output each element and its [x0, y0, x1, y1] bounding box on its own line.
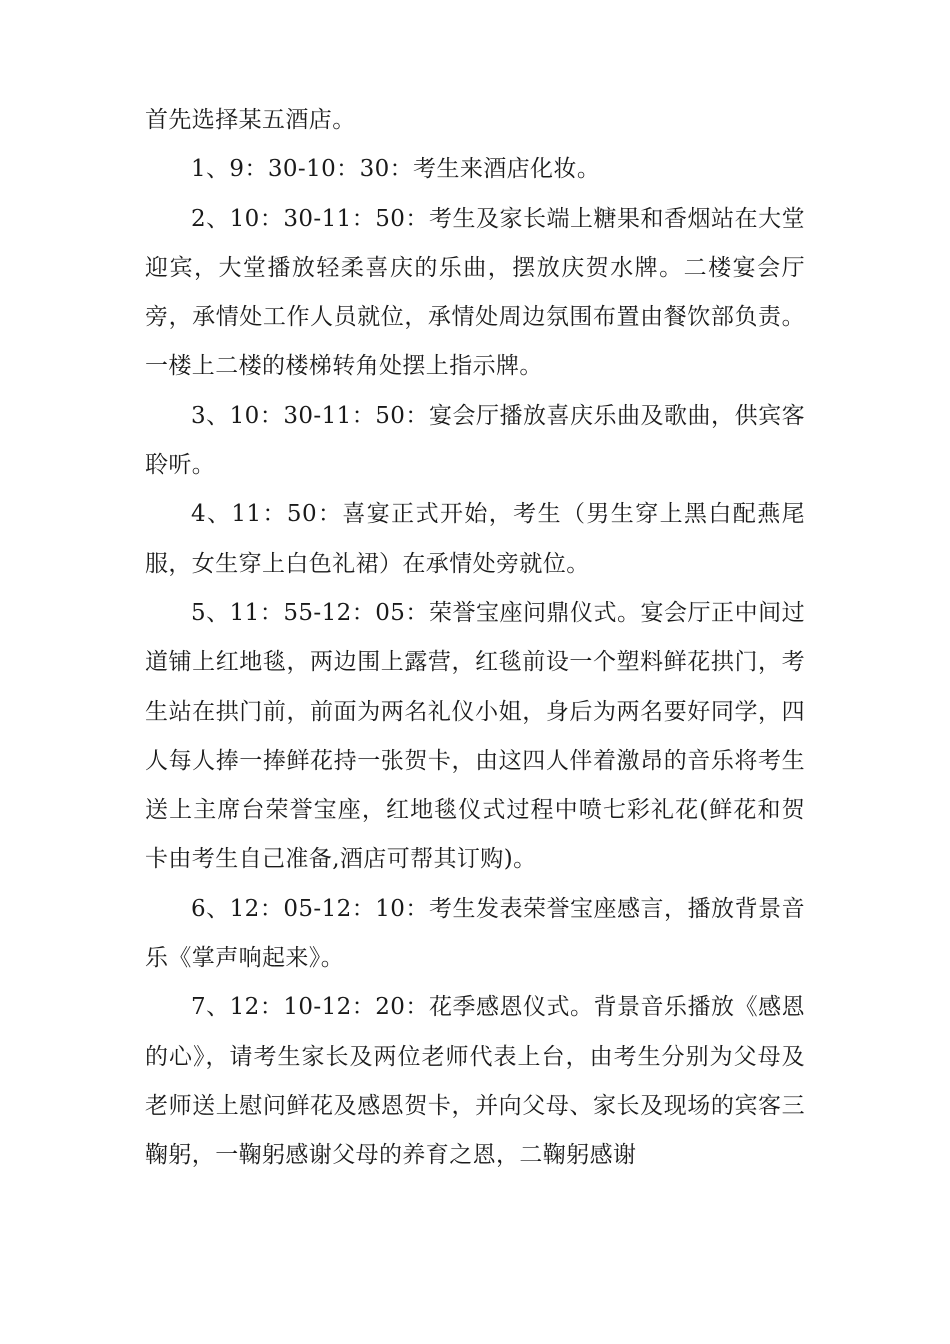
paragraph-step-7: 7、12：10-12：20：花季感恩仪式。背景音乐播放《感恩的心》，请考生家长及两位老师代表上台，由考生分别为父母及老师送上慰问鲜花及感恩贺卡，并向父母、家长及现场的宾客三鞠躬，一鞠躬感谢父母的养育之恩，二鞠躬感谢: [145, 994, 805, 1169]
document-page: [145, 96, 805, 1181]
paragraph-step-3: 3、10：30-11：50：宴会厅播放喜庆乐曲及歌曲，供宾客聆听。: [145, 402, 805, 479]
paragraph-step-6: 6、12：05-12：10：考生发表荣誉宝座感言，播放背景音乐《掌声响起来》。: [145, 895, 805, 972]
paragraph-step-5: 5、11：55-12：05：荣誉宝座问鼎仪式。宴会厅正中间过道铺上红地毯，两边围上露营，红毯前设一个塑料鲜花拱门，考生站在拱门前，前面为两名礼仪小姐，身后为两名要好同学，四人每人捧一捧鲜花持一张贺卡，由这四人伴着激昂的音乐将考生送上主席台荣誉宝座，红地毯仪式过程中喷七彩礼花(鲜花和贺卡由考生自己准备,酒店可帮其订购)。: [145, 599, 805, 873]
paragraph-intro: 首先选择某五酒店。: [145, 107, 356, 133]
paragraph-step-4: 4、11：50：喜宴正式开始，考生（男生穿上黑白配燕尾服，女生穿上白色礼裙）在承情处旁就位。: [145, 501, 805, 577]
paragraph-step-2: 2、10：30-11：50：考生及家长端上糖果和香烟站在大堂迎宾，大堂播放轻柔喜庆的乐曲，摆放庆贺水牌。二楼宴会厅旁，承情处工作人员就位，承情处周边氛围布置由餐饮部负责。一楼上二楼的楼梯转角处摆上指示牌。: [145, 205, 805, 380]
paragraph-step-1: 1、9：30-10：30：考生来酒店化妆。: [191, 156, 601, 183]
